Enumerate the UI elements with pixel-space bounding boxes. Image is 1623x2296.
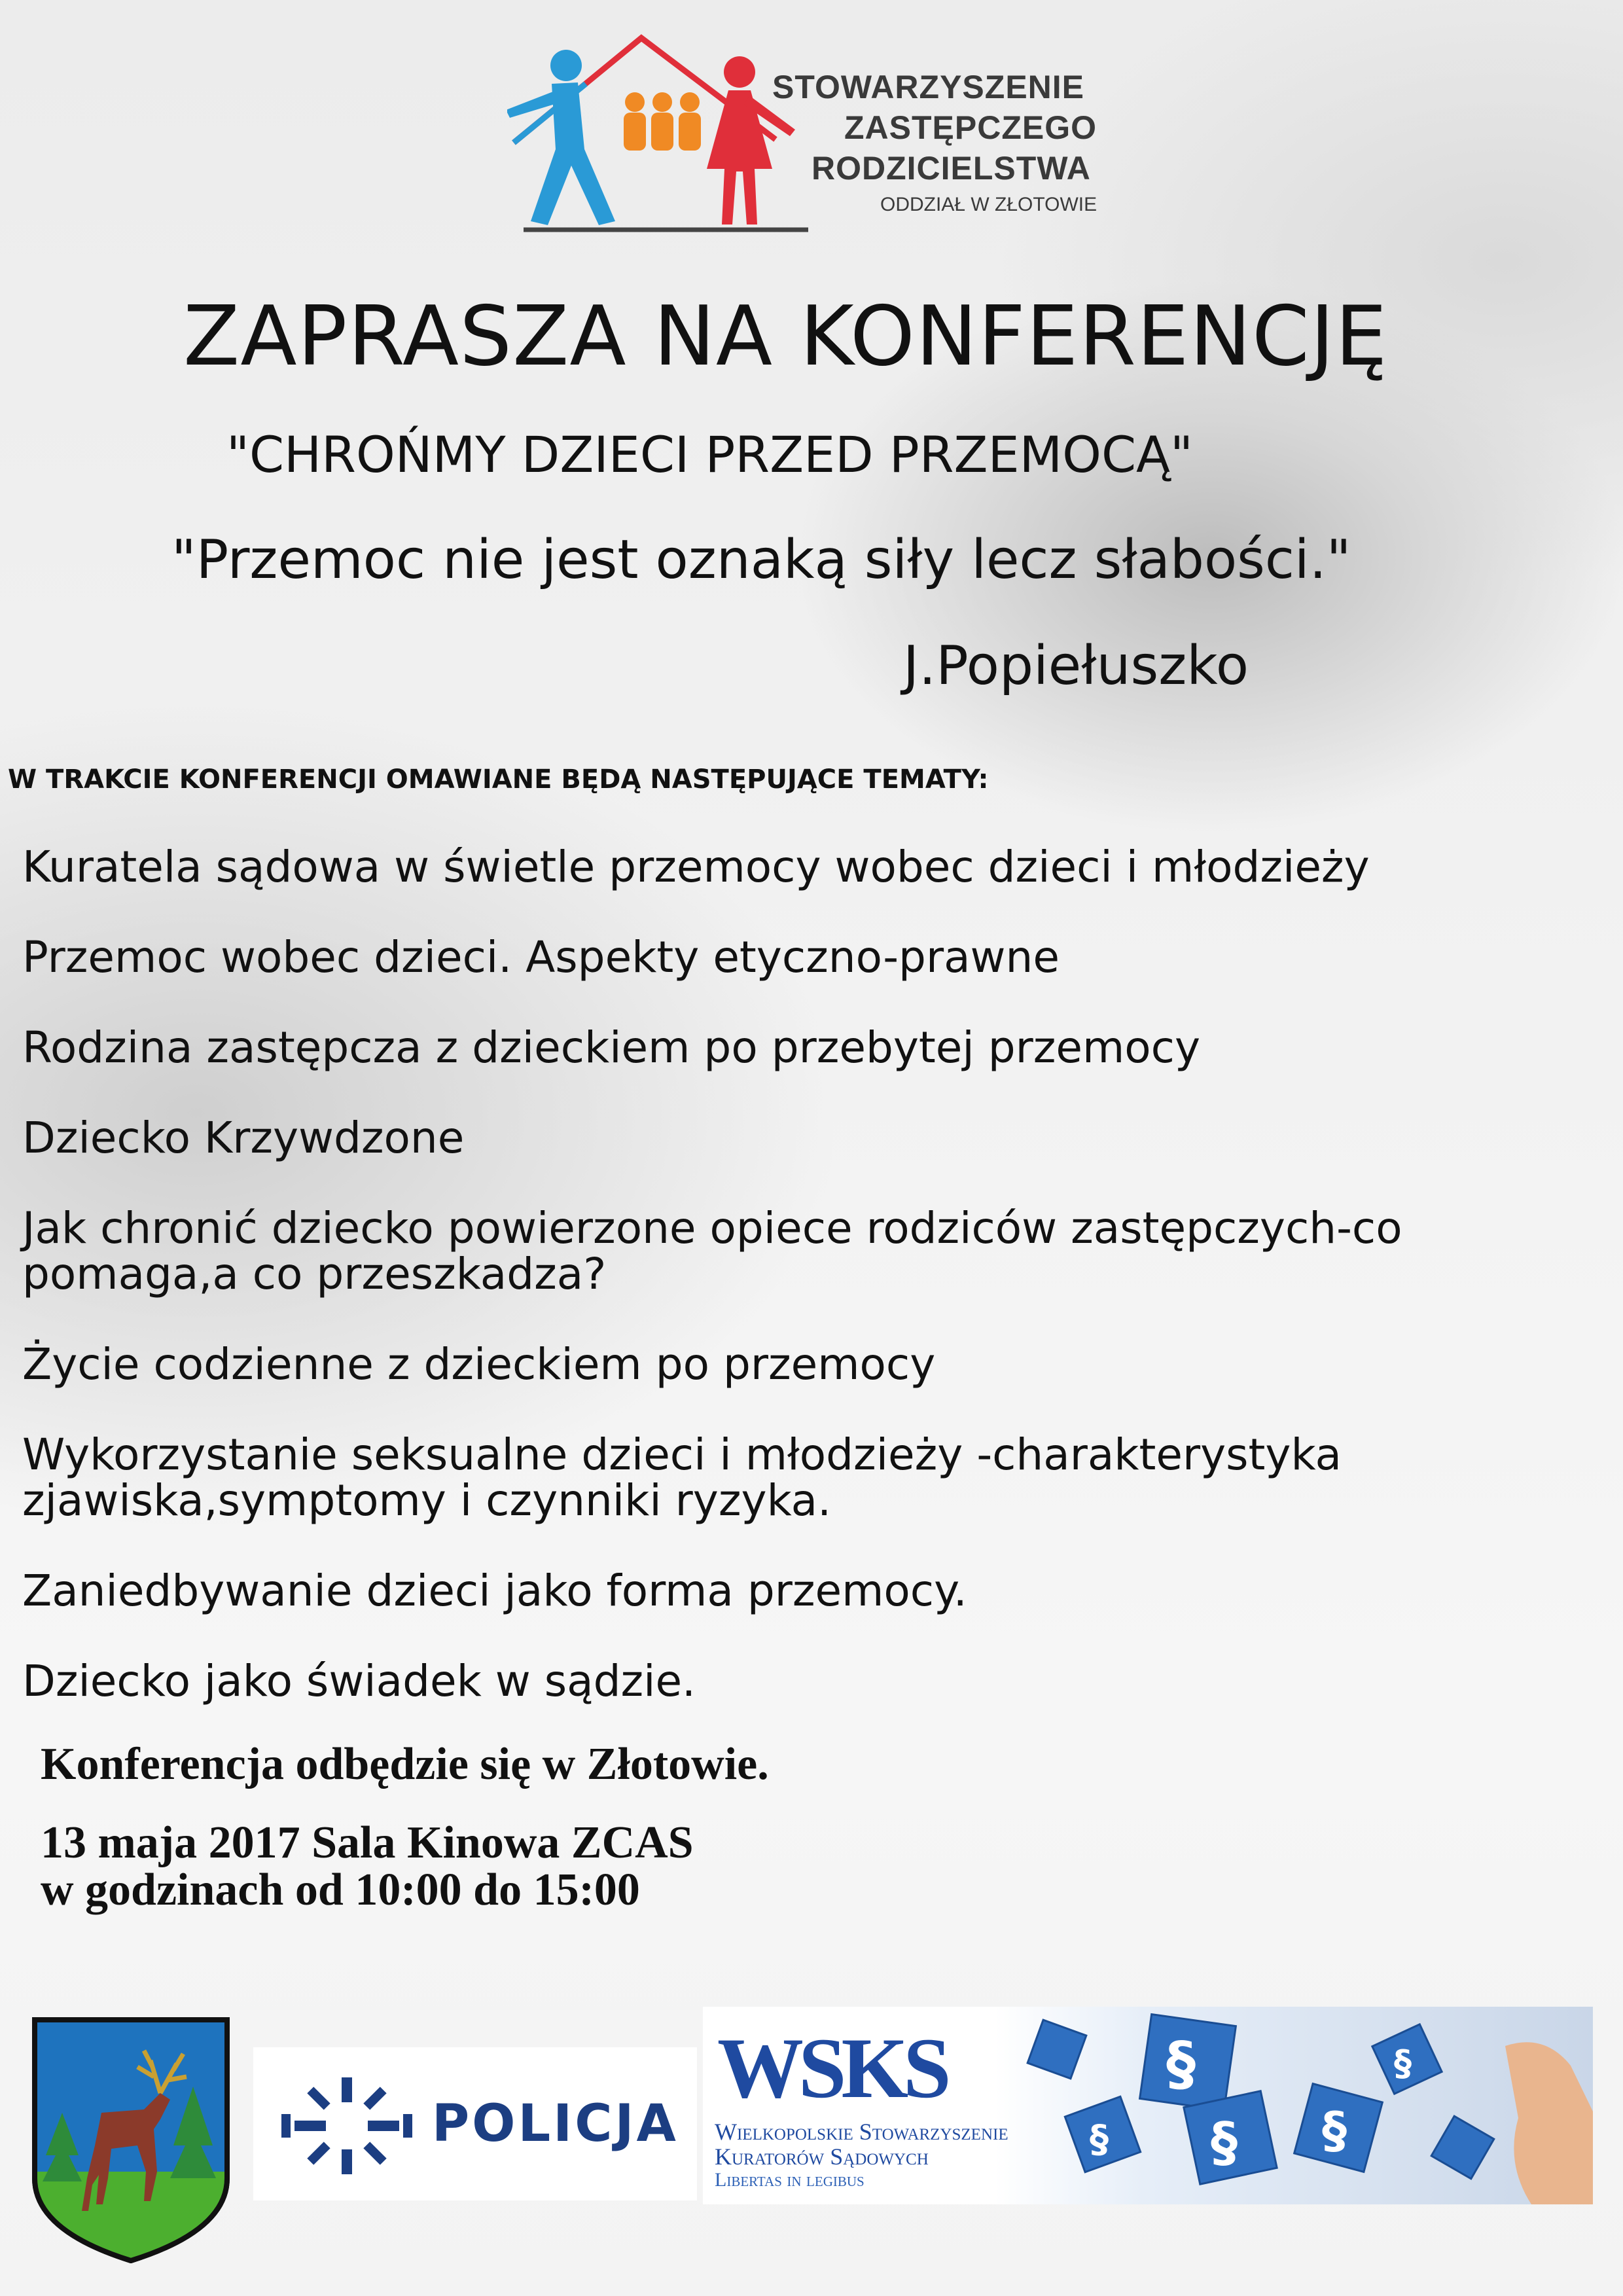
topic-item: Życie codzienne z dzieckiem po przemocy: [22, 1339, 936, 1390]
topics-list: [22, 844, 1527, 1749]
paragraph-icon: §: [1090, 2117, 1109, 2161]
deer-coat-of-arms-icon: [29, 2015, 232, 2263]
wsks-mark-icon: [715, 2020, 950, 2105]
paragraph-icon: §: [1211, 2111, 1238, 2174]
topic-item: Zaniedbywanie dzieci jako forma przemocy.: [22, 1566, 967, 1616]
topic-item: Wykorzystanie seksualne dzieci i młodzieży -charakterystyka zjawiska,symptomy i czynniki ryzyka.: [22, 1429, 1342, 1526]
headline: ZAPRASZA NA KONFERENCJĘ: [183, 288, 1388, 384]
org-name-line-3: RODZICIELSTWA: [812, 150, 1091, 187]
org-branch: ODDZIAŁ W ZŁOTOWIE: [880, 194, 1097, 215]
paragraph-icon: §: [1166, 2030, 1196, 2098]
topic-item: Jak chronić dziecko powierzone opiece rodziców zastępczych-co pomaga,a co przeszkadza?: [22, 1203, 1402, 1299]
wsks-name-line-1: Wielkopolskie Stowarzyszenie: [715, 2119, 1008, 2145]
topic-item: Dziecko jako świadek w sądzie.: [22, 1656, 696, 1706]
svg-text:WSKS: WSKS: [717, 2020, 946, 2105]
venue-place: Konferencja odbędzie się w Złotowie.: [41, 1739, 769, 1789]
topic-item: Kuratela sądowa w świetle przemocy wobec dzieci i młodzieży: [22, 842, 1370, 892]
paragraph-cubes-image: [995, 2007, 1593, 2204]
topic-item: Przemoc wobec dzieci. Aspekty etyczno-prawne: [22, 932, 1060, 982]
topic-item: Dziecko Krzywdzone: [22, 1113, 465, 1163]
association-logo-icon: [507, 31, 808, 238]
police-label: POLICJA: [432, 2094, 679, 2153]
conference-title: "CHROŃMY DZIECI PRZED PRZEMOCĄ": [226, 425, 1193, 484]
wsks-motto: Libertas in legibus: [715, 2169, 865, 2191]
topic-item: Rodzina zastępcza z dzieckiem po przebytej przemocy: [22, 1022, 1201, 1073]
wsks-name-line-2: Kuratorów Sądowych: [715, 2144, 929, 2170]
quote: "Przemoc nie jest oznaką siły lecz słabości.": [171, 529, 1351, 591]
topics-heading: W TRAKCIE KONFERENCJI OMAWIANE BĘDĄ NASTĘPUJĄCE TEMATY:: [8, 764, 989, 795]
police-star-icon: [281, 2073, 412, 2178]
paragraph-icon: §: [1394, 2043, 1412, 2084]
venue-date-time: 13 maja 2017 Sala Kinowa ZCAS w godzinach od 10:00 do 15:00: [41, 1818, 694, 1915]
org-name-line-1: STOWARZYSZENIE: [772, 69, 1085, 105]
quote-author: J.Popiełuszko: [903, 635, 1249, 697]
org-name-line-2: ZASTĘPCZEGO: [844, 109, 1097, 146]
paragraph-icon: §: [1322, 2101, 1347, 2159]
